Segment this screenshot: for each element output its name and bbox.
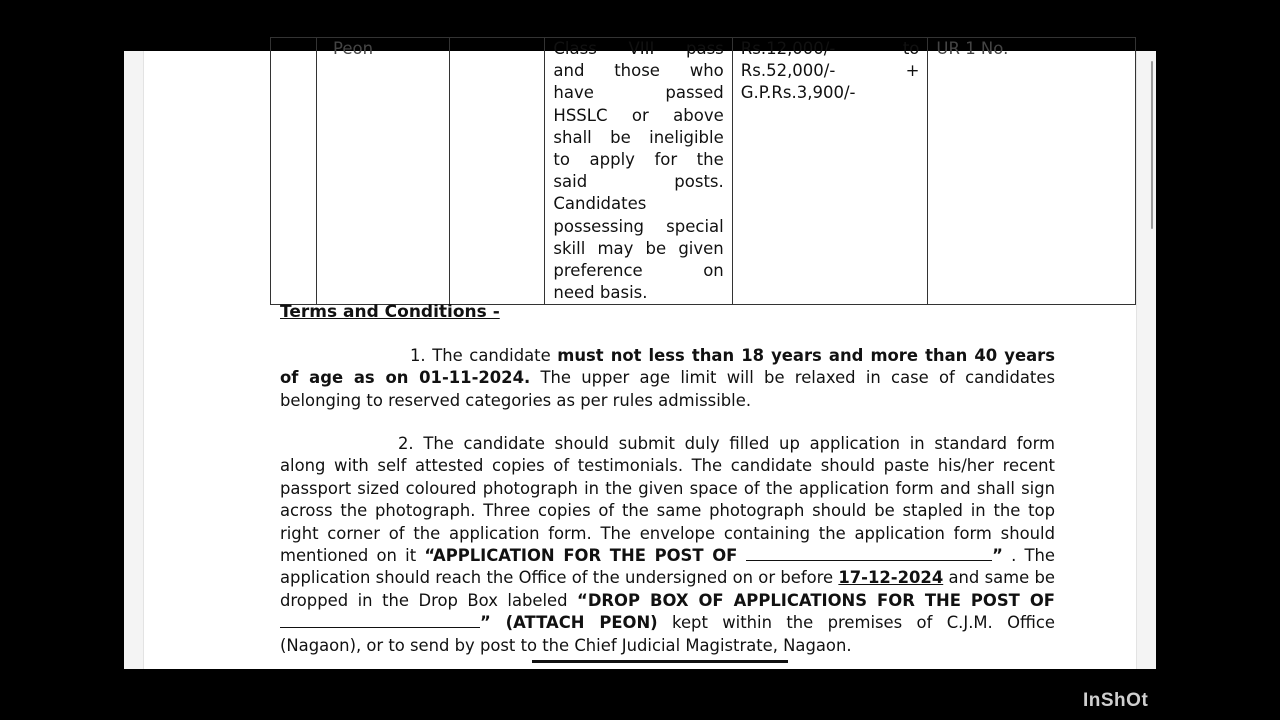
underline-mark	[532, 660, 788, 663]
eligibility-line: Candidates	[553, 194, 647, 214]
eligibility-line: shall be ineligible	[553, 127, 724, 147]
pay-line: G.P.Rs.3,900/-	[740, 83, 856, 103]
eligibility-line: Class VIII pass	[553, 39, 724, 58]
eligibility-text	[553, 38, 723, 304]
term-1-bold: must not less than 18 years and more than 40 years of age as on 01-11-2024.	[280, 346, 1055, 388]
term-2-end: kept within the premises of C.J.M. Office (Nagaon), or to send by post to the Chief Judicial Magistrate, Nagaon.	[280, 613, 1055, 655]
eligibility-line: said posts.	[553, 172, 724, 192]
term-2-app-label: “APPLICATION FOR THE POST OF	[424, 546, 747, 566]
inshot-watermark: InShOt	[1083, 690, 1149, 711]
pay-amount: Rs.52,000/-	[740, 61, 836, 81]
pay-line	[741, 60, 920, 82]
term-2	[280, 433, 1055, 657]
category-cell	[928, 38, 1136, 305]
post-name-blank	[746, 546, 992, 561]
term-1-rest: The upper age limit will be relaxed in case of candidates belonging to reserved categories as per rules admissible.	[280, 368, 1055, 410]
eligibility-line: preference on	[553, 261, 724, 281]
term-2-text: 2. The candidate should submit duly filled up application in standard form along with self attested copies of testimonials. The candidate should paste his/her recent passport sized coloured photograph in the given space of the application form and shall sign across the photograph. Three copies of the same photograph should be stapled in the top right corner of the application form. The envelope containing the application form should mentioned on it	[280, 434, 1055, 566]
term-2-mid: . The application should reach the Office of the undersigned on or before	[280, 546, 1055, 588]
term-1	[280, 345, 1055, 412]
pay-connector: to	[902, 39, 920, 58]
category-text: UR 1 No.	[936, 39, 1009, 58]
paper	[144, 39, 1136, 669]
terms-heading: Terms and Conditions -	[280, 302, 500, 322]
eligibility-line: to apply for the	[553, 150, 724, 170]
term-2-mid2: and same be dropped in the Drop Box labeled	[280, 568, 1055, 610]
post-cell	[317, 38, 450, 305]
eligibility-line: have passed	[553, 83, 724, 103]
serial-cell	[271, 38, 317, 305]
term-1-num: 1. The candidate	[410, 346, 558, 365]
eligibility-line: possessing special	[553, 216, 724, 236]
eligibility-line: HSSLC or above	[553, 105, 724, 125]
pay-connector: +	[905, 61, 920, 81]
pay-line	[741, 38, 920, 60]
vacancy-cell	[450, 38, 545, 305]
eligibility-line: and those who	[553, 61, 724, 81]
eligibility-cell	[545, 38, 732, 305]
drop-box-blank	[280, 613, 480, 628]
pay-amount: Rs.12,000/-	[740, 39, 836, 58]
posts-table	[270, 37, 1136, 305]
table-row	[271, 38, 1136, 305]
pay-scale-text	[741, 38, 920, 105]
term-2-app-close: ”	[992, 546, 1003, 566]
drop-box-close: ” (ATTACH PEON)	[480, 613, 658, 633]
deadline-date: 17-12-2024	[838, 568, 944, 588]
post-name: Peon	[333, 39, 374, 58]
pay-cell	[732, 38, 928, 305]
drop-box-label: “DROP BOX OF APPLICATIONS FOR THE POST OF	[577, 590, 1055, 610]
eligibility-line: need basis.	[553, 283, 648, 303]
document-page	[124, 39, 1156, 669]
scrollbar[interactable]	[1151, 61, 1153, 229]
eligibility-line: skill may be given	[553, 238, 724, 258]
